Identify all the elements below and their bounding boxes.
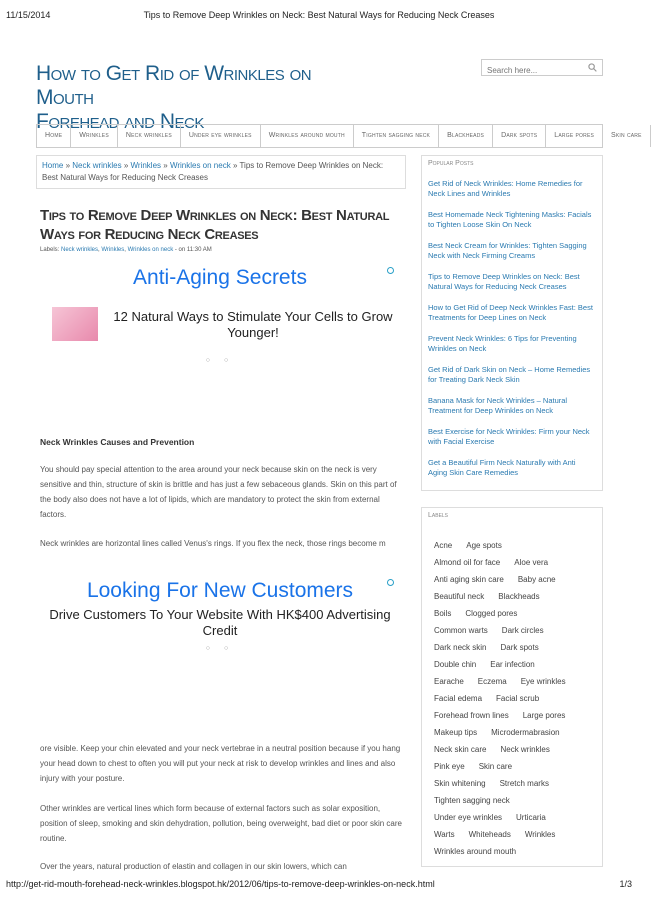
label-link[interactable]: Anti aging skin care xyxy=(434,575,504,584)
label-row xyxy=(434,571,594,588)
ad-banner-new-customers[interactable] xyxy=(40,575,400,665)
label-row xyxy=(434,588,594,605)
ad-image[interactable] xyxy=(52,307,98,341)
nav-item-wrinkles[interactable]: Wrinkles xyxy=(71,125,118,147)
label-link[interactable]: Eczema xyxy=(477,677,507,686)
sidebar xyxy=(421,155,603,867)
label-link[interactable]: Stretch marks xyxy=(499,779,549,788)
breadcrumb-wrinkles[interactable]: Wrinkles xyxy=(130,161,162,170)
label-link[interactable]: Makeup tips xyxy=(434,728,478,737)
popular-post-link[interactable]: Get a Beautiful Firm Neck Naturally with Anti Aging Skin Care Remedies xyxy=(428,458,576,477)
ad-pagination-dots[interactable]: ○ ○ xyxy=(205,645,235,652)
label-link[interactable]: Skin care xyxy=(478,762,513,771)
label-link[interactable]: Earache xyxy=(434,677,464,686)
post-column xyxy=(36,155,406,871)
widget-title: Labels xyxy=(428,512,449,519)
label-link[interactable]: Eye wrinkles xyxy=(520,677,566,686)
breadcrumb: Home » Neck wrinkles » Wrinkles » Wrinkles on neck » Tips to Remove Deep Wrinkles on Neck: Best Natural Ways for Reducing Neck Creases xyxy=(36,155,406,189)
search-box[interactable] xyxy=(481,59,603,76)
label-link[interactable]: Ear infection xyxy=(490,660,535,669)
post-time: - on 11:30 AM xyxy=(173,247,212,253)
nav-item-home[interactable]: Home xyxy=(37,125,71,147)
search-icon[interactable] xyxy=(588,63,597,72)
label-row xyxy=(434,605,594,622)
widget-title: Popular Posts xyxy=(428,160,474,167)
popular-posts-list xyxy=(422,171,602,478)
label-link[interactable]: Dark spots xyxy=(500,643,539,652)
label-link[interactable]: Dark circles xyxy=(501,626,544,635)
ad-headline[interactable]: Anti-Aging Secrets xyxy=(133,266,307,289)
popular-posts-widget xyxy=(421,155,603,491)
popular-post-link[interactable]: How to Get Rid of Deep Neck Wrinkles Fast: Best Treatments for Deep Lines on Neck xyxy=(428,303,593,322)
print-page-number: 1/3 xyxy=(619,879,632,889)
label-link[interactable]: Common warts xyxy=(434,626,488,635)
label-row xyxy=(434,843,594,860)
label-link[interactable]: Facial edema xyxy=(434,694,483,703)
labels-widget xyxy=(421,507,603,867)
label-link[interactable]: Neck skin care xyxy=(434,745,487,754)
label-link[interactable]: Clogged pores xyxy=(465,609,518,618)
ad-choices-icon[interactable] xyxy=(387,267,394,274)
post-labels-prefix: Labels: xyxy=(40,247,62,253)
nav-item-wrinkles-around-mouth[interactable]: Wrinkles around mouth xyxy=(261,125,354,147)
ad-choices-icon[interactable] xyxy=(387,579,394,586)
popular-post-link[interactable]: Best Exercise for Neck Wrinkles: Firm your Neck with Facial Exercise xyxy=(428,427,590,446)
popular-post-link[interactable]: Get Rid of Neck Wrinkles: Home Remedies for Neck Lines and Wrinkles xyxy=(428,179,583,198)
nav-item-skin-care[interactable]: Skin care xyxy=(603,125,651,147)
label-link[interactable]: Aloe vera xyxy=(514,558,549,567)
breadcrumb-current: Tips to Remove Deep Wrinkles on Neck: Best Natural Ways for Reducing Neck Creases xyxy=(42,161,384,182)
label-row xyxy=(434,775,594,792)
nav-item-neck-wrinkles[interactable]: Neck wrinkles xyxy=(118,125,181,147)
post-label-link[interactable]: Wrinkles on neck xyxy=(127,247,174,253)
popular-post-link[interactable]: Banana Mask for Neck Wrinkles – Natural Treatment for Deep Wrinkles on Neck xyxy=(428,396,568,415)
popular-post-link[interactable]: Tips to Remove Deep Wrinkles on Neck: Best Natural Ways for Reducing Neck Creases xyxy=(428,272,580,291)
popular-post-link[interactable]: Prevent Neck Wrinkles: 6 Tips for Preventing Wrinkles on Neck xyxy=(428,334,577,353)
label-link[interactable]: Facial scrub xyxy=(496,694,540,703)
label-link[interactable]: Baby acne xyxy=(517,575,556,584)
post-label-link[interactable]: Neck wrinkles xyxy=(61,247,99,253)
label-link[interactable]: Under eye wrinkles xyxy=(434,813,503,822)
nav-item-tighten-sagging-neck[interactable]: Tighten sagging neck xyxy=(354,125,439,147)
site-title-line-2[interactable]: Forehead and Neck xyxy=(36,110,204,133)
label-row xyxy=(434,826,594,843)
label-link[interactable]: Almond oil for face xyxy=(434,558,501,567)
label-row xyxy=(434,741,594,758)
label-row xyxy=(434,758,594,775)
label-row xyxy=(434,792,594,809)
label-link[interactable]: Pink eye xyxy=(434,762,465,771)
label-link[interactable]: Neck wrinkles xyxy=(500,745,550,754)
label-row xyxy=(434,690,594,707)
breadcrumb-neck-wrinkles[interactable]: Neck wrinkles xyxy=(72,161,122,170)
ad-banner-anti-aging[interactable] xyxy=(40,263,400,373)
label-row xyxy=(434,622,594,639)
label-link[interactable]: Double chin xyxy=(434,660,477,669)
label-row xyxy=(434,554,594,571)
label-row xyxy=(434,656,594,673)
label-row xyxy=(434,707,594,724)
post-paragraph: Over the years, natural production of elastin and collagen in our skin lowers, which can xyxy=(40,862,347,871)
label-link[interactable]: Dark neck skin xyxy=(434,643,487,652)
breadcrumb-wrinkles-on-neck[interactable]: Wrinkles on neck xyxy=(169,161,231,170)
main-nav xyxy=(36,124,642,148)
print-date: 11/15/2014 xyxy=(6,10,51,20)
site-title-line-1[interactable]: How to Get Rid of Wrinkles on Mouth xyxy=(36,62,312,109)
post-labels: Labels: Neck wrinkles, Wrinkles, Wrinkles on neck - on 11:30 AM xyxy=(40,247,212,253)
labels-cloud xyxy=(422,523,602,860)
ad-headline[interactable]: Looking For New Customers xyxy=(86,579,354,602)
nav-item-blackheads[interactable]: Blackheads xyxy=(439,125,493,147)
post-title: Tips to Remove Deep Wrinkles on Neck: Best Natural Ways for Reducing Neck Creases xyxy=(40,207,390,243)
popular-post-link[interactable]: Best Homemade Neck Tightening Masks: Facials to Tighten Loose Skin On Neck xyxy=(428,210,592,229)
label-link[interactable]: Age spots xyxy=(466,541,502,550)
section-heading: Neck Wrinkles Causes and Prevention xyxy=(40,437,195,447)
label-link[interactable]: Boils xyxy=(434,609,452,618)
print-document-title: Tips to Remove Deep Wrinkles on Neck: Best Natural Ways for Reducing Neck Creases xyxy=(143,10,495,20)
post-paragraph: Neck wrinkles are horizontal lines called Venus's rings. If you flex the neck, those rings become m xyxy=(40,539,386,548)
label-link[interactable]: Warts xyxy=(434,830,455,839)
nav-item-large-pores[interactable]: Large pores xyxy=(546,125,603,147)
breadcrumb-home[interactable]: Home xyxy=(42,161,64,170)
label-link[interactable]: Large pores xyxy=(522,711,566,720)
label-link[interactable]: Microdermabrasion xyxy=(491,728,560,737)
popular-post-link[interactable]: Get Rid of Dark Skin on Neck – Home Remedies for Treating Dark Neck Skin xyxy=(428,365,591,384)
label-row xyxy=(434,724,594,741)
nav-item-dark-spots[interactable]: Dark spots xyxy=(493,125,546,147)
print-header xyxy=(6,10,632,22)
nav-item-under-eye-wrinkles[interactable]: Under eye wrinkles xyxy=(181,125,261,147)
label-link[interactable]: Beautiful neck xyxy=(434,592,485,601)
label-link[interactable]: Acne xyxy=(434,541,453,550)
ad-pagination-dots[interactable]: ○ ○ xyxy=(205,357,235,364)
search-input[interactable] xyxy=(482,63,582,78)
label-row xyxy=(434,537,594,554)
label-link[interactable]: Wrinkles around mouth xyxy=(434,847,517,856)
label-link[interactable]: Tighten sagging neck xyxy=(434,796,510,805)
ad-body[interactable]: 12 Natural Ways to Stimulate Your Cells to Grow Younger! xyxy=(113,309,393,340)
print-url: http://get-rid-mouth-forehead-neck-wrinkles.blogspot.hk/2012/06/tips-to-remove-deep-wrinkles-on-neck.html xyxy=(6,879,435,889)
post-paragraph: ore visible. Keep your chin elevated and your neck vertebrae in a neutral position because if you hang your head down to chest to often you will put your neck at risk to develop wrinkles and lines and also injury with your posture. xyxy=(40,744,401,783)
post-paragraph: Other wrinkles are vertical lines which form because of external factors such as solar exposition, position of sleep, smoking and skin dehydration, pollution, being overweight, bad diet or poor skin care routine. xyxy=(40,804,402,843)
popular-post-link[interactable]: Best Neck Cream for Wrinkles: Tighten Sagging Neck with Neck Firming Creams xyxy=(428,241,587,260)
print-footer xyxy=(6,879,632,891)
label-row xyxy=(434,639,594,656)
label-link[interactable]: Urticaria xyxy=(516,813,546,822)
label-link[interactable]: Wrinkles xyxy=(524,830,556,839)
label-row xyxy=(434,673,594,690)
post-label-link[interactable]: Wrinkles xyxy=(101,247,125,253)
ad-body[interactable]: Drive Customers To Your Website With HK$400 Advertising Credit xyxy=(49,607,391,638)
label-link[interactable]: Forehead frown lines xyxy=(434,711,509,720)
label-link[interactable]: Whiteheads xyxy=(468,830,511,839)
label-row xyxy=(434,809,594,826)
label-link[interactable]: Blackheads xyxy=(498,592,540,601)
label-link[interactable]: Skin whitening xyxy=(434,779,486,788)
post-paragraph: You should pay special attention to the area around your neck because skin on the neck is very sensitive and thin, structure of skin is brittle and has just a few sebaceous glands. Skin on this part of the body also does not have a lot of lipids, which are mandatory to protect the skin from external factors. xyxy=(40,465,397,519)
